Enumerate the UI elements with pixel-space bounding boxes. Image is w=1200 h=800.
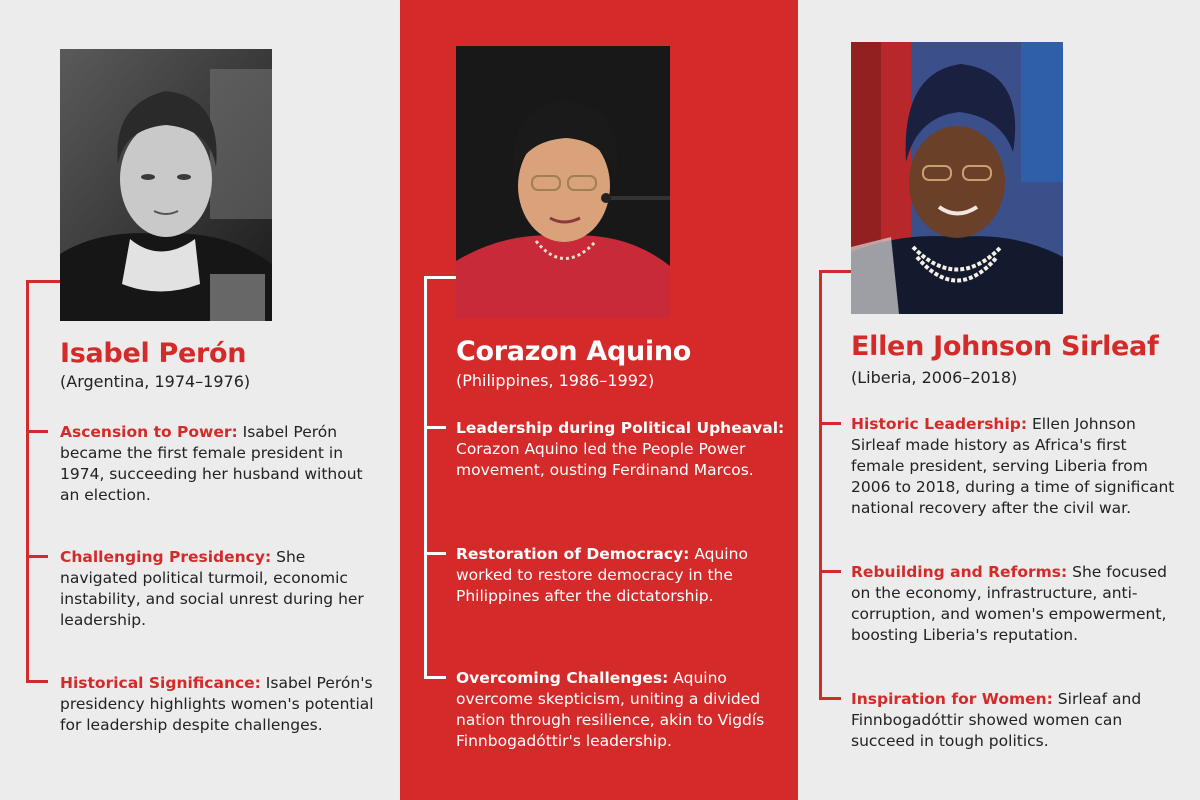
fact-label: Inspiration for Women:: [851, 690, 1053, 708]
timeline-tick: [424, 276, 456, 279]
fact-label: Leadership during Political Upheaval:: [456, 419, 785, 437]
fact-text: She focused on the economy, infrastructure, anti-corruption, and women's empowerment, boosting Liberia's reputation.: [851, 563, 1167, 644]
fact-label: Rebuilding and Reforms:: [851, 563, 1068, 581]
leader-name: Corazon Aquino: [456, 336, 692, 367]
fact-item: [851, 562, 1177, 646]
fact-text: Corazon Aquino led the People Power movement, ousting Ferdinand Marcos.: [456, 440, 754, 479]
leader-card-aquino: [400, 0, 798, 800]
portrait-photo: [60, 49, 272, 321]
fact-item: [456, 668, 788, 752]
fact-item: [60, 547, 380, 631]
fact-item: [60, 422, 380, 506]
timeline-tick: [424, 426, 446, 429]
timeline-tick: [424, 676, 446, 679]
timeline-tick: [819, 270, 851, 273]
leader-subtitle: (Argentina, 1974–1976): [60, 372, 251, 391]
fact-label: Ascension to Power:: [60, 423, 238, 441]
fact-item: [456, 544, 776, 607]
leader-subtitle: (Liberia, 2006–2018): [851, 368, 1018, 387]
leader-name: Ellen Johnson Sirleaf: [851, 331, 1159, 362]
timeline-tick: [819, 570, 841, 573]
fact-text: Aquino overcome skepticism, uniting a divided nation through resilience, akin to Vigdís Finnbogadóttir's leadership.: [456, 669, 765, 750]
fact-item: [851, 689, 1161, 752]
timeline-tick: [819, 697, 841, 700]
timeline-tick: [26, 430, 48, 433]
fact-text: She navigated political turmoil, economic instability, and social unrest during her leadership.: [60, 548, 364, 629]
leader-card-peron: [0, 0, 400, 800]
fact-text: Isabel Perón's presidency highlights women's potential for leadership despite challenges.: [60, 674, 374, 734]
timeline-line: [819, 270, 822, 700]
fact-label: Overcoming Challenges:: [456, 669, 669, 687]
timeline-tick: [819, 422, 841, 425]
timeline-line: [26, 280, 29, 682]
fact-text: Isabel Perón became the first female president in 1974, succeeding her husband without an election.: [60, 423, 363, 504]
timeline-tick: [26, 680, 48, 683]
timeline-tick: [26, 280, 60, 283]
leader-name: Isabel Perón: [60, 338, 247, 369]
portrait-photo: [456, 46, 670, 318]
fact-label: Historical Significance:: [60, 674, 261, 692]
fact-label: Restoration of Democracy:: [456, 545, 690, 563]
portrait-photo: [851, 42, 1063, 314]
fact-label: Historic Leadership:: [851, 415, 1028, 433]
timeline-tick: [424, 552, 446, 555]
fact-text: Sirleaf and Finnbogadóttir showed women can succeed in tough politics.: [851, 690, 1142, 750]
timeline-line: [424, 276, 427, 678]
leader-subtitle: (Philippines, 1986–1992): [456, 371, 655, 390]
fact-item: [456, 418, 786, 481]
fact-label: Challenging Presidency:: [60, 548, 272, 566]
timeline-tick: [26, 555, 48, 558]
fact-text: Aquino worked to restore democracy in the Philippines after the dictatorship.: [456, 545, 748, 605]
fact-item: [851, 414, 1181, 519]
leader-card-sirleaf: [798, 0, 1200, 800]
fact-item: [60, 673, 384, 736]
fact-text: Ellen Johnson Sirleaf made history as Africa's first female president, serving Liberia from 2006 to 2018, during a time of significant national recovery after the civil war.: [851, 415, 1175, 517]
